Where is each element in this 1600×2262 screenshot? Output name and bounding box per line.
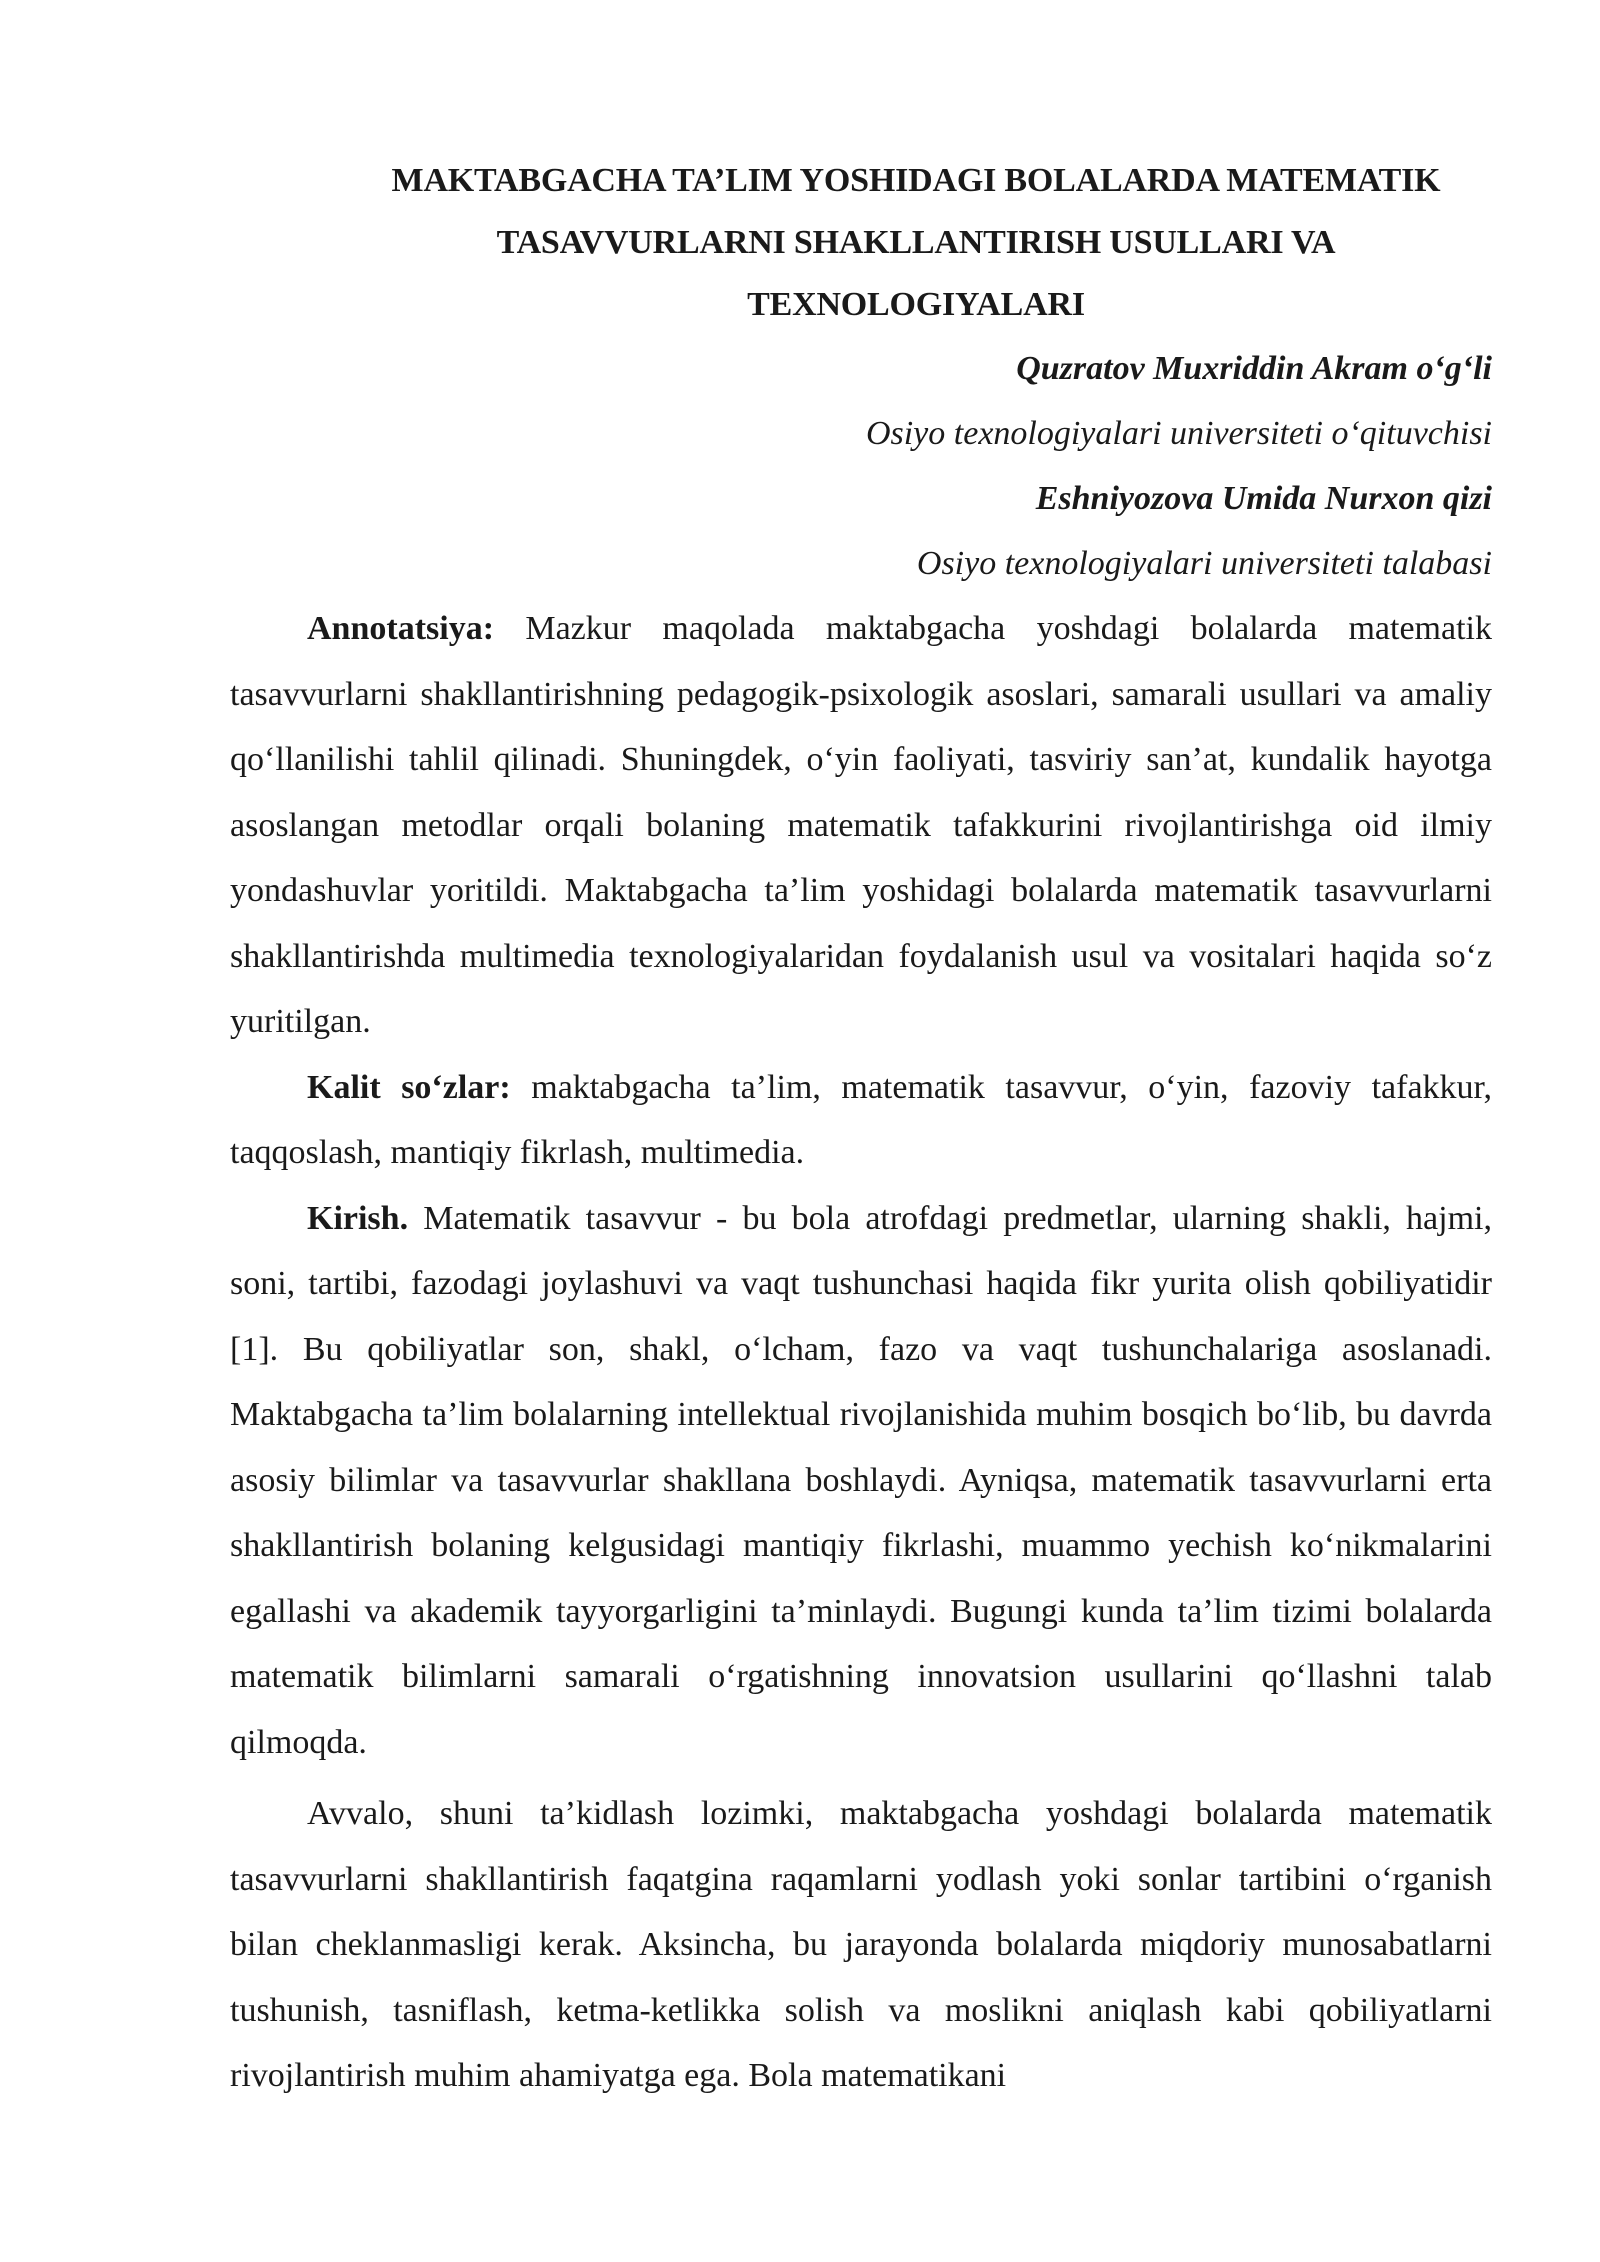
paper-title bbox=[230, 150, 1492, 336]
title-line-3: TEXNOLOGIYALARI bbox=[747, 286, 1085, 323]
paper-page bbox=[230, 150, 1492, 2109]
abstract-label: Annotatsiya: bbox=[307, 610, 495, 647]
intro-text: Matematik tasavvur - bu bola atrofdagi predmetlar, ularning shakli, hajmi, soni, tartibi, fazodagi joylashuvi va vaqt tushunchasi haqida fikr yurita olish qobiliyatidir [1]. Bu qobiliyatlar son, shakl, o‘lcham, fazo va vaqt tushunchalariga asoslanadi. Maktabgacha ta’lim bolalarning intellektual rivojlanishida muhim bosqich bo‘lib, bu davrda asosiy bilimlar va tasavvurlar shakllana boshlaydi. Ayniqsa, matematik tasavvurlarni erta shakllantirish bolaning kelgusidagi mantiqiy fikrlashi, muammo yechish ko‘nikmalarini egallashi va akademik tayyorgarligini ta’minlaydi. Bugungi kunda ta’lim tizimi bolalarda matematik bilimlarni samarali o‘rgatishning innovatsion usullarini qo‘llashni talab qilmoqda. bbox=[230, 1199, 1492, 1761]
author-1-name: Quzratov Muxriddin Akram o‘g‘li bbox=[1016, 350, 1492, 387]
keywords-paragraph bbox=[230, 1055, 1492, 1186]
keywords-text: maktabgacha ta’lim, matematik tasavvur, o‘yin, fazoviy tafakkur, taqqoslash, mantiqiy fikrlash, multimedia. bbox=[230, 1068, 1493, 1171]
keywords-label: Kalit so‘zlar: bbox=[307, 1068, 511, 1106]
author-2-affiliation: Osiyo texnologiyalari universiteti talabasi bbox=[916, 545, 1492, 582]
abstract-text: Mazkur maqolada maktabgacha yoshdagi bolalarda matematik tasavvurlarni shakllantirishning pedagogik-psixologik asoslari, samarali usullari va amaliy qo‘llanilishi tahlil qilinadi. Shuningdek, o‘yin faoliyati, tasviriy san’at, kundalik hayotga asoslangan metodlar orqali bolaning matematik tafakkurini rivojlantirishga oid ilmiy yondashuvlar yoritildi. Maktabgacha ta’lim yoshidagi bolalarda matematik tasavvurlarni shakllantirishda multimedia texnologiyalaridan foydalanish usul va vositalari haqida so‘z yuritilgan. bbox=[230, 610, 1492, 1040]
author-1-affiliation: Osiyo texnologiyalari universiteti o‘qituvchisi bbox=[865, 415, 1492, 452]
intro-paragraph bbox=[230, 1186, 1492, 1776]
title-line-2: TASAVVURLARNI SHAKLLANTIRISH USULLARI VA bbox=[496, 224, 1336, 261]
title-line-1: MAKTABGACHA TA’LIM YOSHIDAGI BOLALARDA MATEMATIK bbox=[391, 162, 1441, 199]
intro-label: Kirish. bbox=[307, 1199, 409, 1237]
body-paragraph-2: Avvalo, shuni ta’kidlash lozimki, maktabgacha yoshdagi bolalarda matematik tasavvurlarni shakllantirish faqatgina raqamlarni yodlash yoki sonlar tartibini o‘rganish bilan cheklanmasligi kerak. Aksincha, bu jarayonda bolalarda miqdoriy munosabatlarni tushunish, tasniflash, ketma-ketlikka solish va moslikni aniqlash kabi qobiliyatlarni rivojlantirish muhim ahamiyatga ega. Bola matematikani bbox=[230, 1795, 1492, 2094]
abstract-paragraph bbox=[230, 596, 1492, 1055]
authors bbox=[230, 336, 1492, 596]
author-2-name: Eshniyozova Umida Nurxon qizi bbox=[1035, 480, 1492, 517]
